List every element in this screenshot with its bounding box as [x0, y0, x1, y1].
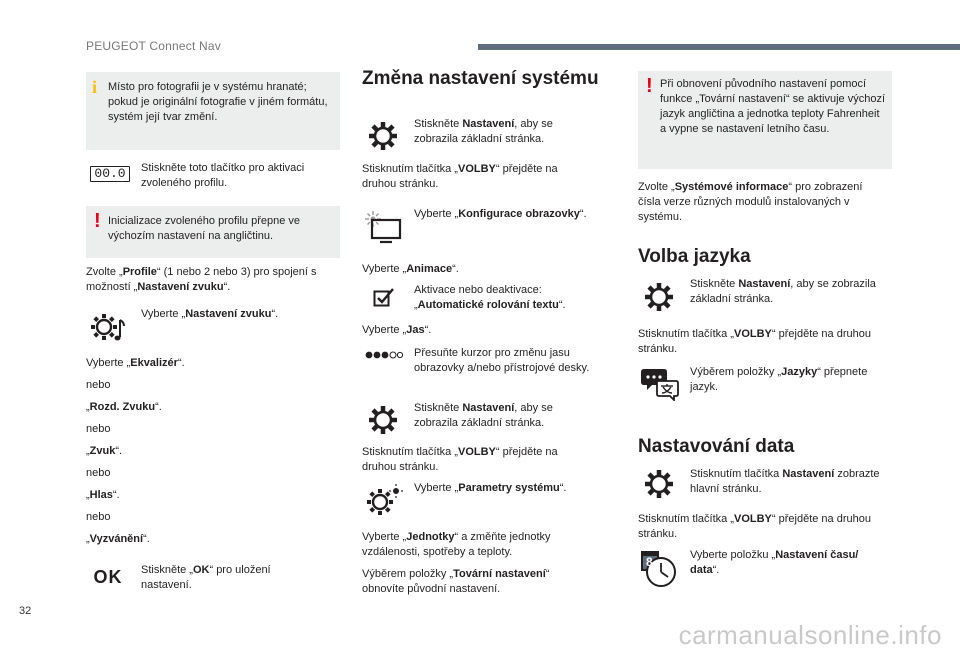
select-time-date-text — [690, 548, 890, 578]
box-number-icon — [88, 165, 132, 183]
calendar-number: 8 — [646, 555, 653, 569]
t: Nastavení zvuku — [137, 281, 224, 293]
gear-svg — [367, 404, 399, 436]
t: Výběrem položky „ — [362, 568, 454, 580]
warning-note — [638, 71, 892, 169]
t: „ — [86, 489, 90, 501]
t: “. — [558, 299, 566, 311]
gear-icon — [366, 119, 400, 153]
t: “ pro zobrazení čísla verze různých modulů instalovaných v systému. — [638, 181, 863, 223]
t: “. — [223, 281, 231, 293]
t: Nastavení času/ data — [690, 549, 859, 576]
gear-icon — [642, 280, 676, 314]
press-ok-text — [141, 563, 321, 593]
t: Aktivace nebo deaktivace: „ — [414, 284, 542, 311]
t: Vyberte položku „ — [690, 549, 776, 561]
gear-sun-svg — [366, 483, 404, 517]
t: Vyzvánění — [89, 533, 144, 545]
choose-profile-text — [86, 265, 344, 295]
checkbox-icon — [372, 286, 396, 308]
press-settings-text — [690, 277, 880, 307]
t: “ přejděte na druhou stránku. — [638, 328, 871, 355]
language-icon — [640, 366, 680, 402]
options-page-text — [638, 327, 878, 357]
section-title-system-settings: Změna nastavení systému — [362, 68, 599, 89]
gear-sun-icon — [366, 482, 404, 518]
warning-note — [86, 206, 340, 258]
t: “. — [177, 357, 185, 369]
gear-svg — [367, 120, 399, 152]
t: Animace — [406, 263, 453, 275]
t: , aby se zobrazila základní stránka. — [414, 118, 553, 145]
t: Ekvalizér — [130, 357, 178, 369]
calendar-clock-icon — [638, 548, 682, 592]
t: Vyberte „ — [414, 482, 459, 494]
select-animation-text — [362, 262, 459, 277]
press-settings-text — [414, 117, 594, 147]
or-text: nebo — [86, 423, 111, 435]
brightness-dots-icon — [364, 348, 404, 362]
t: Rozd. Zvuku — [89, 401, 156, 413]
t: “ obnovíte původní nastavení. — [362, 568, 550, 595]
t: Stiskněte — [690, 278, 739, 290]
music-gear-icon — [88, 309, 128, 345]
warning-icon: ! — [94, 210, 101, 232]
page-number: 32 — [19, 605, 32, 617]
t: Stisknutím tlačítka „ — [638, 328, 734, 340]
t: Vyberte „ — [141, 308, 186, 320]
screen-brightness-icon — [364, 210, 404, 244]
t: “. — [424, 324, 432, 336]
t: Stiskněte — [414, 118, 463, 130]
option-hlas — [86, 488, 120, 503]
t: “. — [712, 564, 720, 576]
checkbox-svg — [373, 287, 395, 307]
t: Vyberte „ — [414, 208, 459, 220]
warning-note-text: Při obnovení původního nastavení pomocí funkce „Tovární nastavení“ se aktivuje výchozí jazyk angličtina a jednotka teploty Fahrenheit a vypne se nastavení letního času. — [660, 78, 885, 135]
t: Profile — [122, 266, 157, 278]
t: “ přejděte na druhou stránku. — [362, 163, 558, 190]
options-page-text — [638, 512, 878, 542]
autoscroll-text — [414, 283, 604, 313]
factory-reset-text — [362, 567, 592, 597]
t: Konfigurace obrazovky — [458, 208, 580, 220]
t: Hlas — [89, 489, 113, 501]
t: Stisknutím tlačítka „ — [362, 446, 458, 458]
t: Výběrem položky „ — [690, 366, 782, 378]
press-activate-text: Stiskněte toto tlačítko pro aktivaci zvoleného profilu. — [141, 162, 305, 189]
t: „ — [86, 445, 90, 457]
t: zobrazte hlavní stránku. — [690, 468, 880, 495]
t: Zvolte „ — [86, 266, 123, 278]
t: “. — [155, 401, 162, 413]
t: , aby se zobrazila základní stránka. — [690, 278, 876, 305]
t: “ pro uložení nastavení. — [141, 564, 271, 591]
option-rozd-zvuku — [86, 400, 162, 415]
screen-svg — [364, 210, 404, 244]
or-text: nebo — [86, 511, 111, 523]
dots-svg — [365, 350, 403, 360]
t: Systémové informace — [674, 181, 789, 193]
document-header-title: PEUGEOT Connect Nav — [86, 39, 221, 53]
t: Stiskněte — [414, 402, 463, 414]
t: “ a změňte jednotky vzdálenosti, spotřeby a teploty. — [362, 531, 551, 558]
t: “. — [115, 445, 123, 457]
t: Jas — [406, 324, 425, 336]
t: “. — [452, 263, 459, 275]
t: Stisknutím tlačítka „ — [362, 163, 458, 175]
t: VOLBY — [733, 513, 772, 525]
gear-svg — [643, 281, 675, 313]
ok-icon — [90, 566, 126, 588]
t: , aby se zobrazila základní stránka. — [414, 402, 553, 429]
select-equalizer-text — [86, 356, 185, 371]
gear-svg — [643, 468, 675, 500]
t: Vyberte „ — [362, 263, 407, 275]
t: “ (1 nebo 2 nebo 3) pro spojení s možností „ — [86, 266, 317, 293]
box-number-label: 00.0 — [90, 166, 129, 182]
t: “. — [559, 482, 567, 494]
press-settings-text — [414, 401, 594, 431]
t: „ — [86, 533, 90, 545]
t: Nastavení zvuku — [185, 308, 272, 320]
select-units-text — [362, 530, 592, 560]
t: VOLBY — [457, 163, 496, 175]
t: Stisknutím tlačítka — [690, 468, 783, 480]
t: Tovární nastavení — [453, 568, 546, 580]
select-brightness-text — [362, 323, 431, 338]
move-cursor-text: Přesuňte kurzor pro změnu jasu obrazovky a/nebo přístrojové desky. — [414, 347, 590, 374]
info-icon: i — [92, 77, 98, 97]
t: Nastavení — [782, 468, 835, 480]
t: Jazyky — [781, 366, 818, 378]
info-note-text: Místo pro fotografii je v systému hranaté; pokud je originální fotografie v jiném formátu, systém její tvar změní. — [108, 81, 328, 123]
t: VOLBY — [733, 328, 772, 340]
language-svg — [641, 367, 679, 401]
press-settings-main-text — [690, 467, 880, 497]
watermark: carmanualsonline.info — [678, 620, 942, 650]
select-screen-config-text — [414, 207, 614, 222]
or-text: nebo — [86, 379, 111, 391]
music-gear-svg — [89, 310, 127, 344]
t: Zvuk — [89, 445, 116, 457]
t: Vyberte „ — [362, 324, 407, 336]
t: Parametry systému — [458, 482, 560, 494]
gear-icon — [642, 467, 676, 501]
t: “ přepnete jazyk. — [690, 366, 868, 393]
option-zvuk — [86, 444, 122, 459]
section-title-language: Volba jazyka — [638, 246, 751, 267]
ok-label: OK — [93, 566, 123, 587]
t: VOLBY — [457, 446, 496, 458]
t: Automatické rolování textu — [417, 299, 559, 311]
t: “. — [143, 533, 150, 545]
t: Stisknutím tlačítka „ — [638, 513, 734, 525]
warning-icon: ! — [646, 75, 653, 97]
t: Stiskněte „ — [141, 564, 193, 576]
options-page-text — [362, 162, 592, 192]
t: “ přejděte na druhou stránku. — [638, 513, 871, 540]
t: „ — [86, 401, 90, 413]
t: Nastavení — [462, 402, 515, 414]
or-text: nebo — [86, 467, 111, 479]
info-note — [86, 72, 340, 150]
t: OK — [192, 564, 210, 576]
options-page-text — [362, 445, 592, 475]
select-language-text — [690, 365, 890, 395]
t: Nastavení — [738, 278, 791, 290]
header-bar — [478, 44, 960, 50]
t: Vyberte „ — [362, 531, 407, 543]
t: “. — [271, 308, 279, 320]
t: Zvolte „ — [638, 181, 675, 193]
select-system-params-text — [414, 481, 604, 496]
t: “. — [112, 489, 120, 501]
t: Jednotky — [406, 531, 455, 543]
t: Vyberte „ — [86, 357, 131, 369]
section-title-date: Nastavování data — [638, 436, 795, 457]
t: “ přejděte na druhou stránku. — [362, 446, 558, 473]
select-sound-settings-text — [141, 307, 331, 322]
warning-note-text: Inicializace zvoleného profilu přepne ve výchozím nastavení na angličtinu. — [108, 215, 301, 242]
option-vyzvaneni — [86, 532, 150, 547]
system-info-text — [638, 180, 888, 225]
gear-icon — [366, 403, 400, 437]
t: “. — [579, 208, 587, 220]
t: Nastavení — [462, 118, 515, 130]
